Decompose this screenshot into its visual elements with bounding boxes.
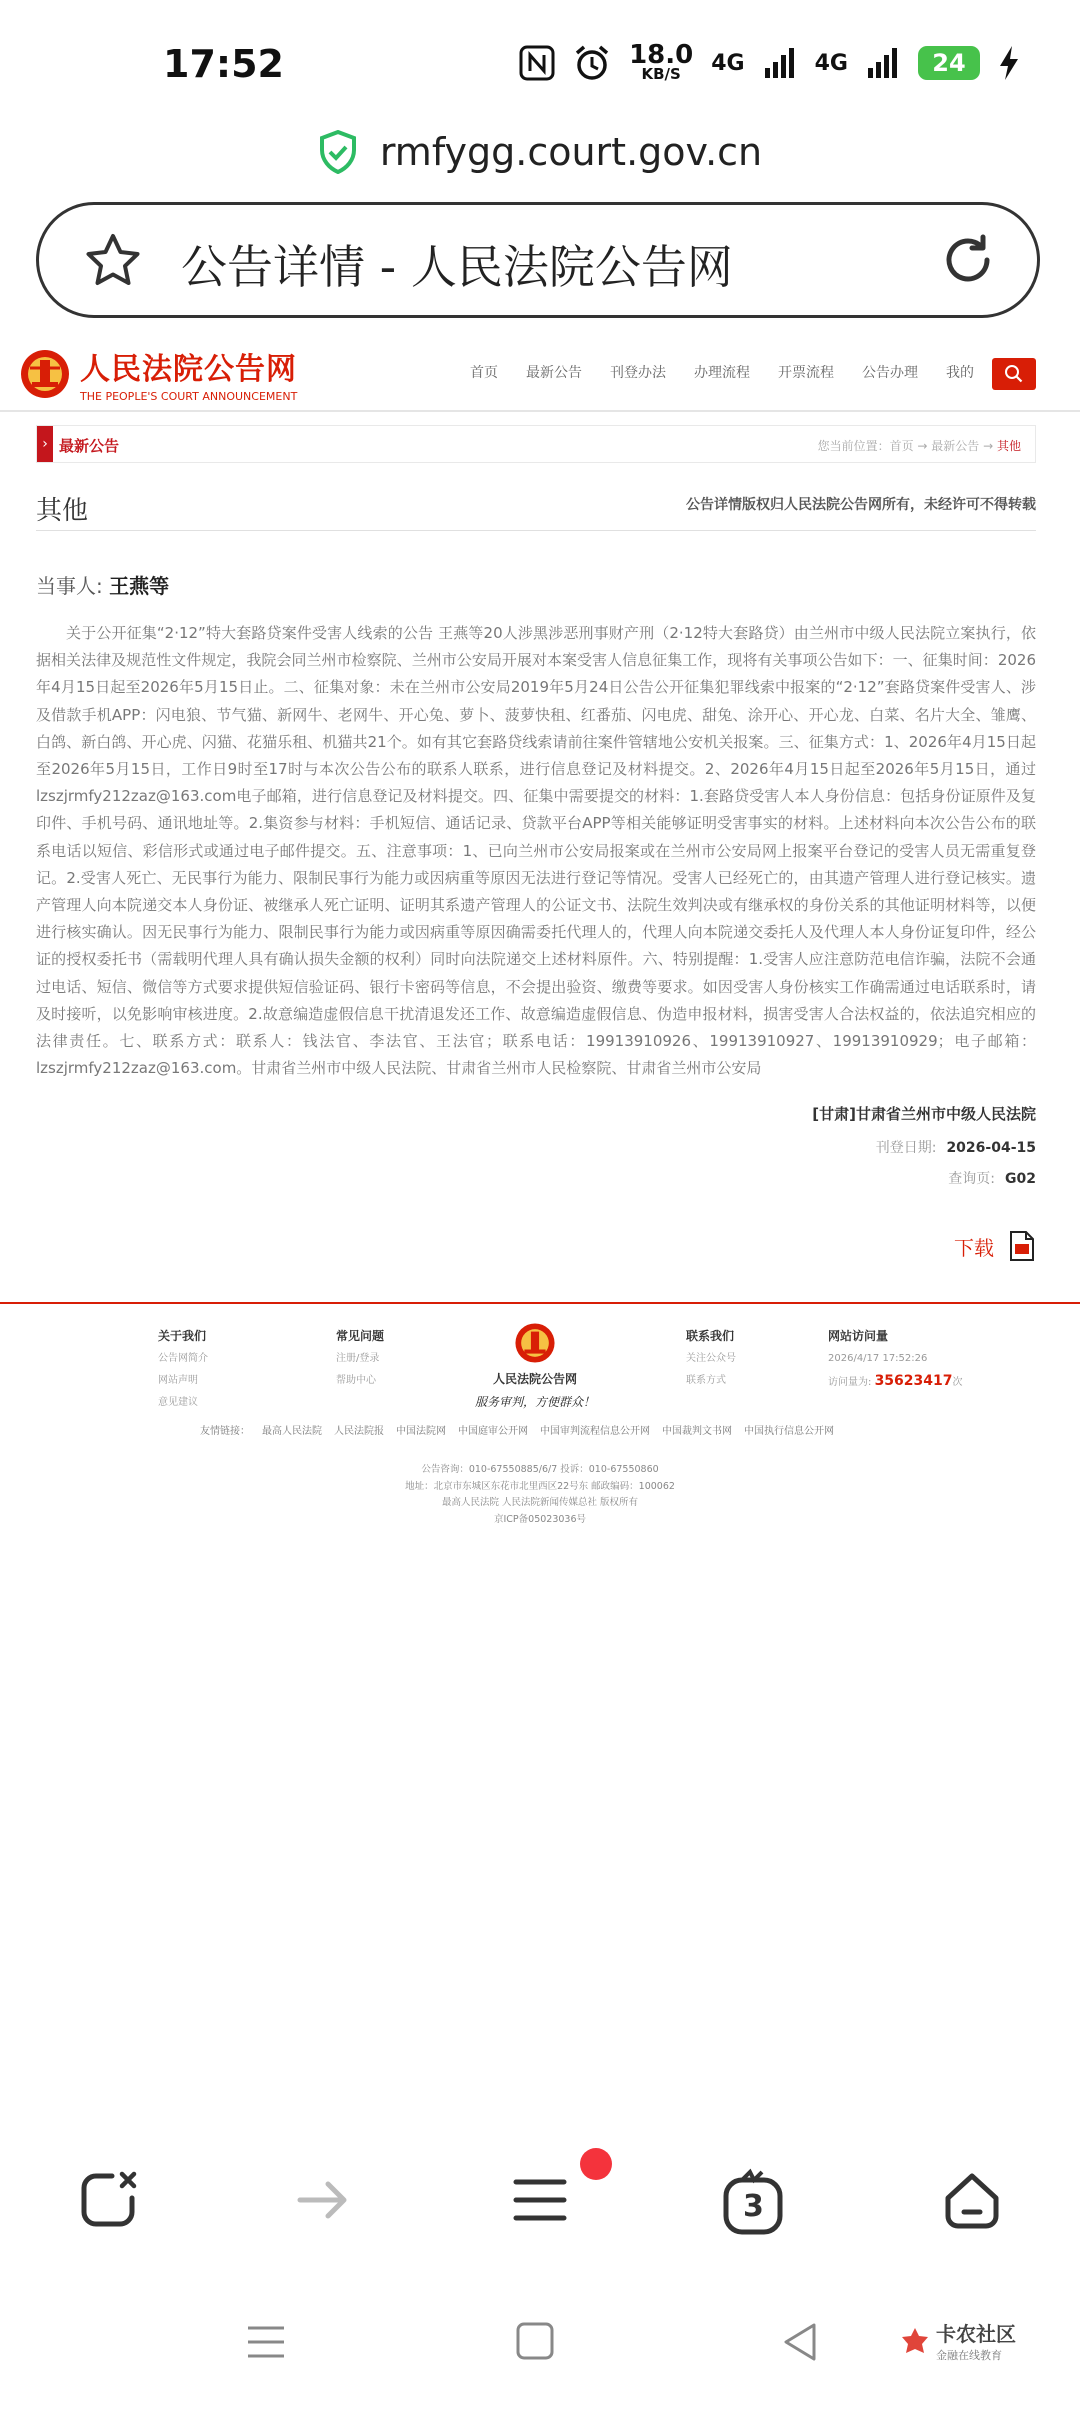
search-icon [992,358,1036,390]
footer-link[interactable]: 意见建议 [158,1397,198,1408]
footer-link[interactable]: 帮助中心 [336,1375,376,1386]
footer-link[interactable]: 注册/登录 [336,1353,380,1364]
friend-link[interactable]: 人民法院报 [334,1426,384,1437]
divider [36,530,1036,531]
notice-body: 关于公开征集“2·12”特大套路贷案件受害人线索的公告 王燕等20人涉黑涉恶刑事财产刑（2·12特大套路贷）由兰州市中级人民法院立案执行，依据相关法律及规范性文件规定，我院会同兰州市检察院、兰州市公安局开展对本案受害人信息征集工作，现将有关事项公告如下：一、征集时间：2026年4月15日起至2026年5月15日止。二、征集对象：未在兰州市公安局2019年5月24日公告公开征集犯罪线索中报案的“2·12”套路贷案件受害人、涉及借款手机APP：闪电狼、节气猫、新网牛、老网牛、开心兔、萝卜、菠萝快租、红番茄、闪电虎、甜兔、涂开心、开心龙、白菜、名片大全、雏鹰、白鸽、新白鸽、开心虎、闪猫、花猫乐租、机猫共21个。如有其它套路贷线索请前往案件管辖地公安机关报案。三、征集方式：1、2026年4月15日起至2026年5月15日，工作日9时至17时与本次公告公布的联系人联系，进行信息登记及材料提交。2、2026年4月15日起至2026年5月15日，通过lzszjrmfy212zaz@163.com电子邮箱，进行信息登记及材料提交。四、征集中需要提交的材料：1.套路贷受害人本人身份信息：包括身份证原件及复印件、手机号码、通讯地址等。2.集资参与材料：手机短信、通话记录、贷款平台APP等相关能够证明受害事实的材料。上述材料向本次公告公布的联系电话以短信、彩信形式或通过电子邮件提交。五、注意事项：1、已向兰州市公安局报案或在兰州市公安局网上报案平台登记的受害人员无需重复登记。2.受害人死亡、无民事行为能力、限制民事行为能力或因病重等原因无法进行登记等情况。受害人已经死亡的，由其遗产管理人进行登记核实。遗产管理人向本院递交本人身份证、被继承人死亡证明、证明其系遗产管理人的公证文书、法院生效判决或有继承权的身份关系的其他证明材料等，以便进行核实确认。因无民事行为能力、限制民事行为能力或因病重等原因确需委托代理人的，代理人向本院递交委托人及代理人本人身份证复印件，经公证的授权委托书（需载明代理人具有确认损失金额的权利）同时向法院递交上述材料原件。六、特别提醒：1.受害人应注意防范电信诈骗，法院不会通过电话、短信、微信等方式要求提供短信验证码、银行卡密码等信息，不会提出验资、缴费等要求。如因受害人身份核实工作确需通过电话联系时，请及时接听，以免影响审核进度。2.故意编造虚假信息干扰清退发还工作、故意编造虚假信息、伪造申报材料，损害受害人合法权益的，依法追究相应的法律责任。七、联系方式：联系人：钱法官、李法官、王法官；联系电话：19913910926、19913910927、19913910929；电子邮箱：lzszjrmfy212zaz@163.com。甘肃省兰州市中级人民法院、甘肃省兰州市人民检察院、甘肃省兰州市公安局 [36,624,1036,1078]
tabs-button[interactable] [720,2168,790,2238]
friend-link[interactable]: 中国庭审公开网 [458,1426,528,1437]
footer-site-name: 人民法院公告网 [492,1372,577,1386]
friend-link[interactable]: 中国执行信息公开网 [744,1426,834,1437]
site-nav [470,362,1002,382]
party-line [36,570,169,599]
query-page-label: 查询页: [948,1171,996,1187]
signal-1-label: 4G [711,50,745,76]
battery-indicator: 24 [918,46,980,80]
breadcrumb-current: 其他 [996,439,1021,453]
signal-bars-icon [763,46,797,80]
back-icon[interactable] [782,2322,818,2362]
close-tab-icon[interactable] [76,2168,140,2232]
page-title: 公告详情 - 人民法院公告网 [181,240,733,294]
friend-link[interactable]: 中国裁判文书网 [662,1426,732,1437]
nav-mine[interactable]: 我的 [946,365,974,381]
footer-address: 地址：北京市东城区东花市北里西区22号东 邮政编码：100062 [405,1480,675,1492]
download-link[interactable] [954,1230,1036,1262]
section-title[interactable]: 最新公告 [59,437,120,455]
friend-links-label: 友情链接： [200,1426,250,1437]
logo-title: 人民法院公告网 [80,352,297,387]
tab-count: 3 [743,2189,764,2224]
friend-link[interactable]: 中国法院网 [396,1426,446,1437]
site-header [0,340,1080,412]
footer-visits [828,1324,963,1394]
secure-shield-icon [318,130,358,174]
notification-dot [580,2148,612,2180]
nav-latest[interactable]: 最新公告 [526,365,582,381]
charging-icon [998,44,1020,82]
logo-subtitle: THE PEOPLE'S COURT ANNOUNCEMENT [80,390,298,403]
watermark [900,2318,1016,2363]
publish-date-label: 刊登日期: [875,1140,937,1156]
footer-slogan: 服务审判，方便群众！ [474,1395,595,1409]
address-row[interactable] [0,130,1080,200]
publish-date: 2026-04-15 [946,1140,1036,1156]
pdf-file-icon[interactable] [1008,1230,1036,1262]
friend-link[interactable]: 中国审判流程信息公开网 [540,1426,650,1437]
footer-link[interactable]: 联系方式 [686,1375,726,1386]
issuing-court: [甘肃]甘肃省兰州市中级人民法院 [812,1105,1036,1123]
footer-about-title: 关于我们 [158,1329,207,1343]
footer-link[interactable]: 公告网简介 [158,1353,208,1364]
party-label: 当事人: [36,574,103,598]
bookmark-star-icon[interactable] [83,231,143,291]
watermark-logo-icon [900,2326,930,2356]
query-page: G02 [1005,1171,1036,1187]
footer-faq [336,1324,384,1392]
publish-date-row [876,1137,1036,1157]
friend-link[interactable]: 最高人民法院 [262,1426,322,1437]
nav-home[interactable]: 首页 [470,365,498,381]
site-logo[interactable] [18,344,297,403]
chevron-right-icon: › [37,426,53,462]
footer-phone: 公告咨询：010-67550885/6/7 投诉：010-67550860 [421,1464,659,1475]
clock: 17:52 [163,42,284,86]
query-page-row [948,1168,1036,1188]
nfc-icon [519,45,555,81]
nav-invoice[interactable]: 开票流程 [778,365,834,381]
footer-info [0,1462,1080,1528]
visits-date: 2026/4/17 17:52:26 [828,1353,928,1364]
party-name: 王燕等 [109,574,170,598]
recents-icon[interactable] [246,2322,286,2362]
watermark-title: 卡农社区 [936,2322,1016,2346]
network-speed: 18.0 KB/S [629,40,694,83]
friend-links [200,1422,846,1437]
home-square-icon[interactable] [516,2322,554,2360]
footer-link[interactable]: 网站声明 [158,1375,198,1386]
visits-line: 访问量为: 35623417次 [828,1373,963,1389]
site-footer [0,1302,1080,1534]
browser-toolbar [0,2140,1080,2270]
footer-contact-title: 联系我们 [686,1329,735,1343]
reload-icon[interactable] [939,231,997,289]
footer-link[interactable]: 关注公众号 [686,1353,736,1364]
breadcrumb-path[interactable]: 您当前位置：首页 → 最新公告 → [817,439,994,453]
alarm-icon [573,44,611,82]
footer-about [158,1324,208,1414]
signal-2-label: 4G [814,50,848,76]
footer-contact [686,1324,736,1392]
home-icon[interactable] [940,2168,1004,2232]
section-bar [36,425,1036,463]
watermark-subtitle: 金融在线教育 [936,2349,1002,2362]
breadcrumb [818,437,1021,454]
footer-rights: 最高人民法院 人民法院新闻传媒总社 版权所有 [441,1497,639,1508]
download-label[interactable]: 下载 [954,1235,994,1260]
footer-icp[interactable]: 京ICP备05023036号 [493,1513,587,1525]
signal-bars-2-icon [866,46,900,80]
court-emblem-icon [513,1320,557,1366]
status-bar [0,0,1080,130]
nav-handle[interactable]: 公告办理 [862,365,918,381]
court-emblem-icon [18,346,72,402]
status-icons [519,40,1020,83]
nav-process[interactable]: 办理流程 [694,365,750,381]
nav-publish-method[interactable]: 刊登办法 [610,365,666,381]
notice-category: 其他 [36,496,89,526]
copyright-note: 公告详情版权归人民法院公告网所有，未经许可不得转载 [686,497,1036,513]
footer-logo [470,1320,600,1410]
forward-arrow-icon[interactable] [294,2168,354,2232]
footer-visits-title: 网站访问量 [828,1329,889,1343]
url-text[interactable]: rmfygg.court.gov.cn [379,130,763,174]
menu-icon[interactable] [510,2168,570,2232]
page-title-box[interactable] [36,202,1040,318]
visits-count: 35623417 [874,1373,953,1389]
search-button[interactable] [992,358,1036,390]
footer-faq-title: 常见问题 [336,1329,385,1343]
